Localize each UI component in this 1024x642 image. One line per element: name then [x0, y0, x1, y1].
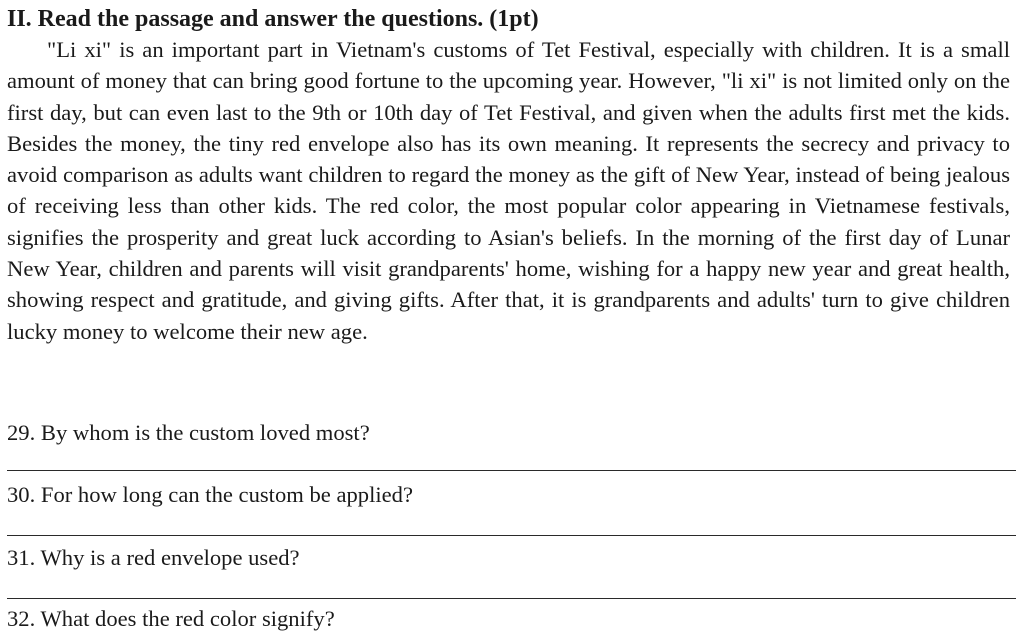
- question-32: [7, 604, 1010, 634]
- question-text: 29. By whom is the custom loved most?: [7, 420, 370, 445]
- reading-passage: "Li xi" is an important part in Vietnam's customs of Tet Festival, especially with children. It is a small amount of money that can bring good fortune to the upcoming year. However, "li xi" is not limited only on the first day, but can even last to the 9th or 10th day of Tet Festival, and given when the adults first met the kids. Besides the money, the tiny red envelope also has its own meaning. It represents the secrecy and privacy to avoid comparison as adults want children to regard the money as the gift of New Year, instead of being jealous of receiving less than other kids. The red color, the most popular color appearing in Vietnamese festivals, signifies the prosperity and great luck according to Asian's beliefs. In the morning of the first day of Lunar New Year, children and parents will visit grandparents' home, wishing for a happy new year and great health, showing respect and gratitude, and giving gifts. After that, it is grandparents and adults' turn to give children lucky money to welcome their new age.: [7, 37, 1010, 344]
- question-29: [7, 418, 1010, 448]
- question-text: 31. Why is a red envelope used?: [7, 545, 300, 570]
- section-heading: II. Read the passage and answer the questions. (1pt): [7, 6, 539, 32]
- question-text: 30. For how long can the custom be applied?: [7, 482, 413, 507]
- question-30: [7, 480, 1010, 510]
- answer-line-31[interactable]: [7, 598, 1016, 599]
- answer-line-30[interactable]: [7, 535, 1016, 536]
- question-31: [7, 543, 1010, 573]
- question-text: 32. What does the red color signify?: [7, 606, 335, 631]
- answer-line-29[interactable]: [7, 470, 1016, 471]
